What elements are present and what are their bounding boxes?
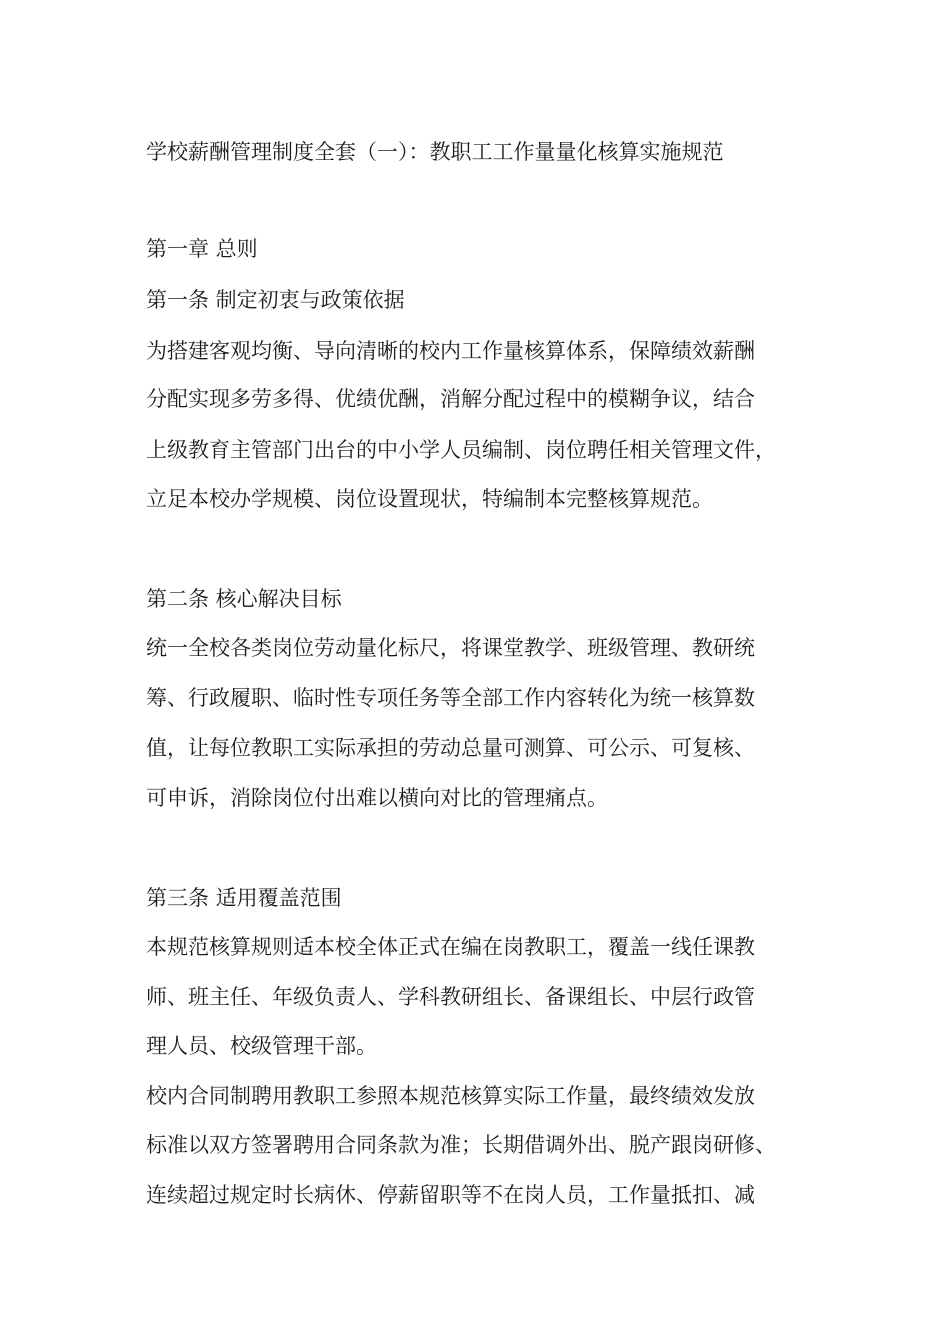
- document-title: 学校薪酬管理制度全套（一）：教职工工作量量化核算实施规范: [146, 140, 724, 164]
- article-1-heading: 第一条 制定初衷与政策依据: [146, 288, 405, 312]
- article-1-line: 上级教育主管部门出台的中小学人员编制、岗位聘任相关管理文件，: [146, 438, 776, 462]
- chapter-heading: 第一章 总则: [146, 237, 258, 261]
- article-3-line: 理人员、校级管理干部。: [146, 1034, 377, 1058]
- article-3-line: 本规范核算规则适本校全体正式在编在岗教职工，覆盖一线任课教: [146, 935, 755, 959]
- article-1-line: 为搭建客观均衡、导向清晰的校内工作量核算体系，保障绩效薪酬: [146, 339, 755, 363]
- article-2-line: 值，让每位教职工实际承担的劳动总量可测算、可公示、可复核、: [146, 736, 755, 760]
- article-1-line: 分配实现多劳多得、优绩优酬，消解分配过程中的模糊争议，结合: [146, 387, 755, 411]
- article-3-line: 标准以双方签署聘用合同条款为准；长期借调外出、脱产跟岗研修、: [146, 1133, 776, 1157]
- article-1-line: 立足本校办学规模、岗位设置现状，特编制本完整核算规范。: [146, 487, 713, 511]
- article-3-line: 连续超过规定时长病休、停薪留职等不在岗人员，工作量抵扣、减: [146, 1183, 755, 1207]
- article-2-heading: 第二条 核心解决目标: [146, 587, 342, 611]
- article-3-line: 师、班主任、年级负责人、学科教研组长、备课组长、中层行政管: [146, 985, 755, 1009]
- article-2-line: 统一全校各类岗位劳动量化标尺，将课堂教学、班级管理、教研统: [146, 636, 755, 660]
- article-3-heading: 第三条 适用覆盖范围: [146, 886, 342, 910]
- article-2-line: 筹、行政履职、临时性专项任务等全部工作内容转化为统一核算数: [146, 686, 755, 710]
- article-2-line: 可申诉，消除岗位付出难以横向对比的管理痛点。: [146, 786, 608, 810]
- article-3-line: 校内合同制聘用教职工参照本规范核算实际工作量，最终绩效发放: [146, 1084, 755, 1108]
